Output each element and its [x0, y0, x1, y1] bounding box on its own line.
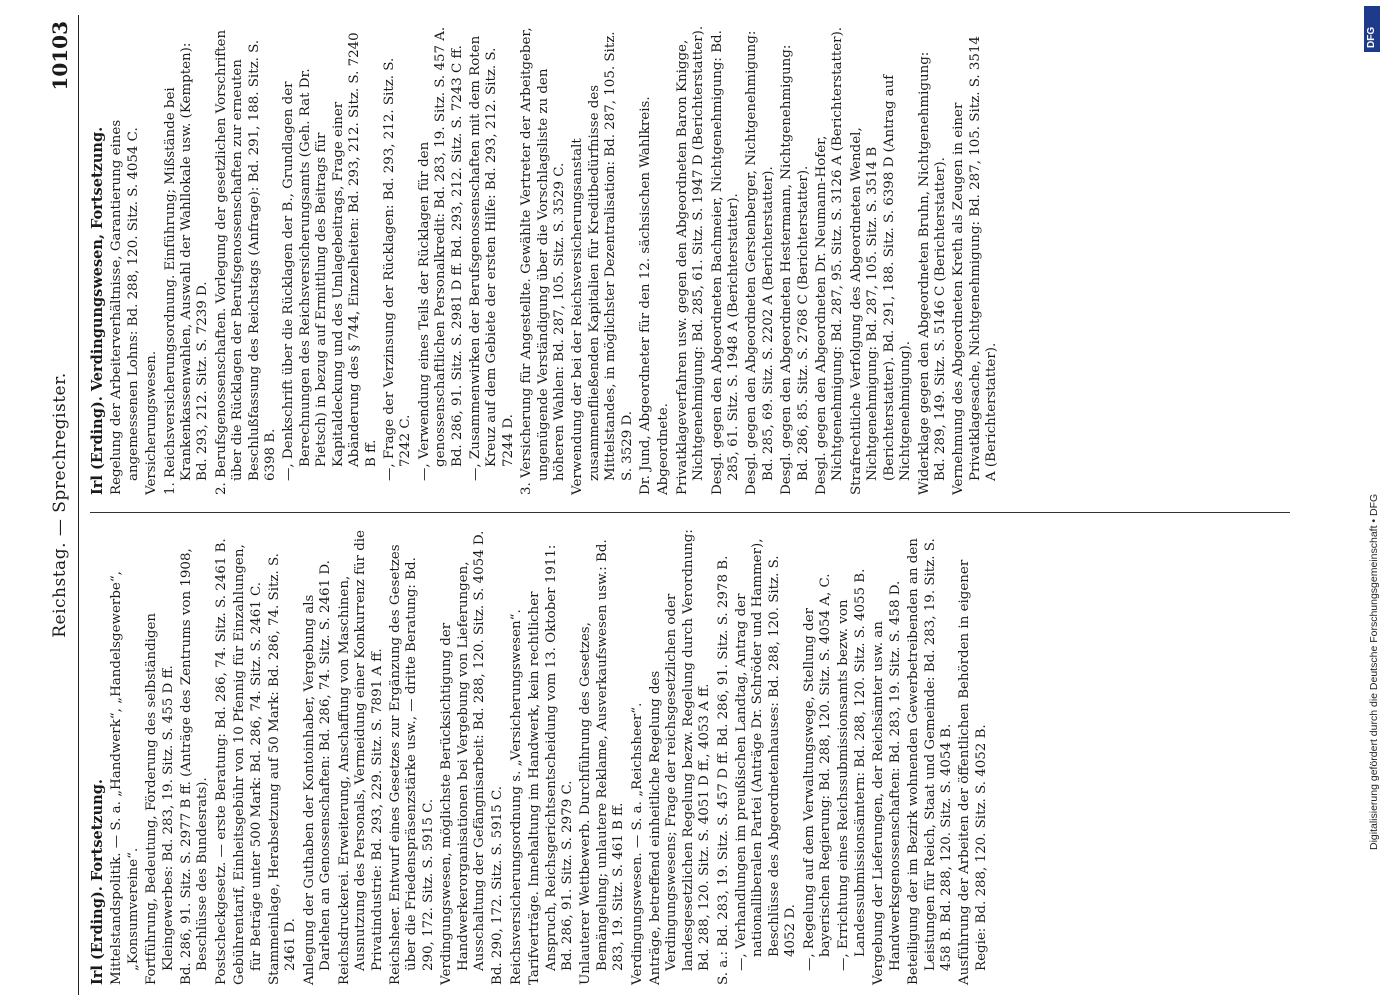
index-entry: Desgl. gegen den Abgeordneten Gerstenberger, Nichtgenehmigung: Bd. 285, 69. Sitz. S. 2202 A (Berichterstatter). [744, 30, 776, 495]
index-entry: Vernehmung des Abgeordneten Kreth als Zeugen in einer Privatklagesache, Nichtgenehmigung: Bd. 287, 105. Sitz. S. 3514 A (Berichterstatter). [951, 36, 1000, 495]
index-entry: Beteiligung der im Bezirk wohnenden Gewerbetreibenden an den Leistungen für Reich, Staat und Gemeinde: Bd. 283, 19. Sitz. S. 458 B. Bd. 288, 120. Sitz. S. 4054 B. [906, 538, 954, 985]
left-column [90, 529, 992, 985]
entry-list [109, 25, 1000, 495]
index-entry: Desgl. gegen den Abgeordneten Bachmeier, Nichtgenehmigung: Bd. 285, 61. Sitz. S. 1948 A (Berichterstatter). [709, 30, 742, 495]
index-entry: Bd. 286, 91. Sitz. S. 2977 B ff. (Anträge des Zentrums von 1908, Beschlüsse des Bundesrats). [179, 548, 211, 985]
index-entry: Verdingungswesen, möglichste Berücksichtigung der Handwerkerorganisationen bei Vergebung von Lieferungen, Ausschaltung der Gefängnisarbeit: Bd. 288, 120. Sitz. S. 4054 D. [439, 530, 487, 985]
index-entry: Reichsheer. Entwurf eines Gesetzes zur Ergänzung des Gesetzes über die Friedenspräsenzstärke usw., — dritte Beratung: Bd. 290, 172. Sitz. S. 5915 C. [387, 544, 436, 985]
index-entry: Strafrechtliche Verfolgung des Abgeordneten Wendel, Nichtgenehmigung: Bd. 287, 105. Sitz. S. 3514 B (Berichterstatter). Bd. 291, 188. Sitz. S. 6398 D (Antrag auf Nichtgenehmigung). [848, 74, 914, 495]
index-entry: Mittelstandspolitik. — S. a. „Handwerk“, „Handelsgewerbe“, „Konsumvereine“. [109, 571, 141, 985]
index-entry: —, Errichtung eines Reichssubmissionsamts bezw. von Landessubmissionsämtern: Bd. 288, 120. Sitz. S. 4055 B. [836, 568, 868, 971]
index-entry: Tarifverträge. Innehaltung im Handwerk, kein rechtlicher Anspruch, Reichsgerichtsentscheidung vom 13. Oktober 1911: Bd. 286, 91. Sitz. S. 2979 C. [527, 544, 575, 985]
index-entry: Versicherungswesen. [144, 350, 160, 495]
index-entry: —, Frage der Verzinsung der Rücklagen: Bd. 293, 212. Sitz. S. 7242 C. [381, 57, 414, 481]
index-entry: —, Regelung auf dem Verwaltungswege, Stellung der bayerischen Regierung: Bd. 288, 120. Sitz. S. 4054 A, C. [801, 573, 834, 971]
index-entry: 1. Reichsversicherungsordnung. Einführung; Mißstände bei Krankenkassenwahlen, Auswahl der Wahllokale usw. (Kempten): Bd. 293, 212. Sitz. S. 7239 D. [162, 42, 211, 495]
index-entry: 3. Versicherung für Angestellte. Gewählte Vertreter der Arbeitgeber, ungenügende Verständigung über die Vorschlagsliste zu den höheren Wahlen: Bd. 287, 105. Sitz. S. 3529 C. [519, 27, 567, 495]
index-entry: Unlauterer Wettbewerb. Durchführung des Gesetzes, Bemängelung; unlautere Reklame, Ausverkaufswesen usw.: Bd. 283, 19. Sitz. S. 461 B ff. [578, 539, 627, 985]
index-entry: Reichsdruckerei. Erweiterung, Anschaffung von Maschinen, Ausnutzung des Personals, Vermeidung einer Konkurrenz für die Privatindustrie: Bd. 293, 229. Sitz. S. 7891 A ff. [336, 530, 385, 985]
index-entry: —, Verwendung eines Teils der Rücklagen für den genossenschaftlichen Personalkredit: Bd. 283, 19. Sitz. S. 457 A. Bd. 286, 91. Sitz. S. 2981 D ff. Bd. 293, 212. Sitz. S. 7243 C ff. [416, 26, 465, 481]
index-entry: Anträge, betreffend einheitliche Regelung des Verdingungswesens; Frage der reichsgesetzlichen oder landesgesetzlichen Regelung bezw. Regelung durch Verordnung: Bd. 288, 120. Sitz. S. 4051 D ff., 4053 A ff. [648, 529, 713, 985]
index-entry: Abgeordnete. [656, 403, 672, 495]
page-number: 10103 [48, 21, 72, 91]
index-entry: —, Denkschrift über die Rücklagen der B., Grundlagen der Berechnungen des Reichsversicherungsamts (Geh. Rat Dr. Pietsch) in bezug auf Ermittlung des Beitrags für Kapitaldeckung und des Umlagebeitrags, Frage einer Abänderung des § 744, Einzelheiten: Bd. 293, 212. Sitz. S. 7240 B ff. [281, 32, 379, 481]
index-entry: Desgl. gegen den Abgeordneten Dr. Neumann-Hofer, Nichtgenehmigung: Bd. 287, 95. Sitz. S. 3126 A (Berichterstatter). [814, 26, 846, 495]
index-entry: Bd. 290, 172. Sitz. S. 5915 C. [490, 785, 506, 985]
entry-list [109, 529, 990, 985]
index-entry: Ausführung der Arbeiten der öffentlichen Behörden in eigener Regie: Bd. 288, 120. Sitz. S. 4052 B. [957, 559, 989, 985]
index-entry: Vergebung der Lieferungen, der Reichsämter usw. an Handwerksgenossenschaften: Bd. 283, 19. Sitz. S. 458 D. [871, 580, 903, 985]
index-entry: Desgl. gegen den Abgeordneten Hestermann, Nichtgenehmigung: Bd. 286, 85. Sitz. S. 2768 C (Berichterstatter). [779, 44, 811, 495]
index-entry: Privatklageverfahren usw. gegen den Abgeordneten Baron Knigge, Nichtgenehmigung: Bd. 285, 61. Sitz. S. 1947 D (Berichterstatter). [674, 25, 707, 495]
running-header [44, 15, 79, 995]
index-entry: S. a.: Bd. 283, 19. Sitz. S. 457 D ff. Bd. 286, 91. Sitz. S. 2978 B. [715, 555, 731, 985]
index-entry: Verdingungswesen. — S. a. „Reichsheer“. [629, 702, 645, 985]
index-entry: —, Verhandlungen im preußischen Landtag, Antrag der nationalliberalen Partei (Anträge Dr. Schröder und Hammer), Beschlüsse des Abgeordnetenhauses: Bd. 288, 120. Sitz. S. 4052 D. [734, 538, 799, 971]
index-entry: 2. Berufsgenossenschaften. Vorlegung der gesetzlichen Vorschriften über die Rücklagen der Berufsgenossenschaften zur erneuten Beschlußfassung des Reichstags (Anfrage): Bd. 291, 188. Sitz. S. 6398 B. [213, 29, 279, 495]
index-entry: —, Zusammenwirken der Berufsgenossenschaften mit dem Roten Kreuz auf dem Gebiete der ersten Hilfe: Bd. 293, 212. Sitz. S. 7244 D. [467, 35, 516, 481]
index-entry: Stammeinlage, Herabsetzung auf 50 Mark: Bd. 286, 74. Sitz. S. 2461 D. [267, 553, 299, 985]
index-entry: Regelung der Arbeiterverhältnisse, Garantierung eines angemessenen Lohns: Bd. 288, 120. Sitz. S. 4054 C. [109, 119, 141, 495]
column-heading: Irl (Erding). Fortsetzung. [89, 779, 106, 985]
index-entry: Dr. Jund, Abgeordneter für den 12. sächsischen Wahlkreis. [638, 96, 653, 495]
header-title: Reichstag. — Sprechregister. [50, 372, 70, 638]
index-entry: Widerklage gegen den Abgeordneten Bruhn, Nichtgenehmigung: Bd. 289, 149. Sitz. S. 5146 C (Berichterstatter). [916, 51, 948, 495]
index-entry: Verwendung der bei der Reichsversicherungsanstalt zusammenfließenden Kapitalien für Kreditbedürfnisse des Mittelstandes, in möglichster Dezentralisation: Bd. 287, 105. Sitz. S. 3529 D. [570, 31, 635, 495]
dfg-logo-text: DFG [1366, 26, 1377, 48]
column-heading: Irl (Erding). Verdingungswesen, Fortsetzung. [89, 126, 106, 495]
register-page [44, 15, 1344, 995]
right-column [90, 25, 1003, 495]
index-entry: Fortführung, Bedeutung, Förderung des selbständigen Kleingewerbes: Bd. 283, 19. Sitz. S. 455 D ff. [144, 612, 176, 985]
index-entry: Anlegung der Guthaben der Kontoinhaber, Vergebung als Darlehen an Genossenschaften: Bd. 286, 74. Sitz. S. 2461 D. [301, 560, 334, 985]
digitization-note: Digitalisierung gefördert durch die Deutsche Forschungsgemeinschaft • DFG [1368, 493, 1380, 850]
index-entry: Reichsversicherungsordnung s. „Versicherungswesen“. [508, 609, 524, 985]
index-entry: Postscheckgesetz. — erste Beratung: Bd. 286, 74. Sitz. S. 2461 B. [213, 538, 229, 985]
index-entry: Gebührentarif, Einheitsgebühr von 10 Pfennig für Einzahlungen, für Beträge unter 500 Mark: Bd. 286, 74. Sitz. S. 2461 C. [232, 544, 264, 985]
column-divider [90, 512, 1290, 513]
